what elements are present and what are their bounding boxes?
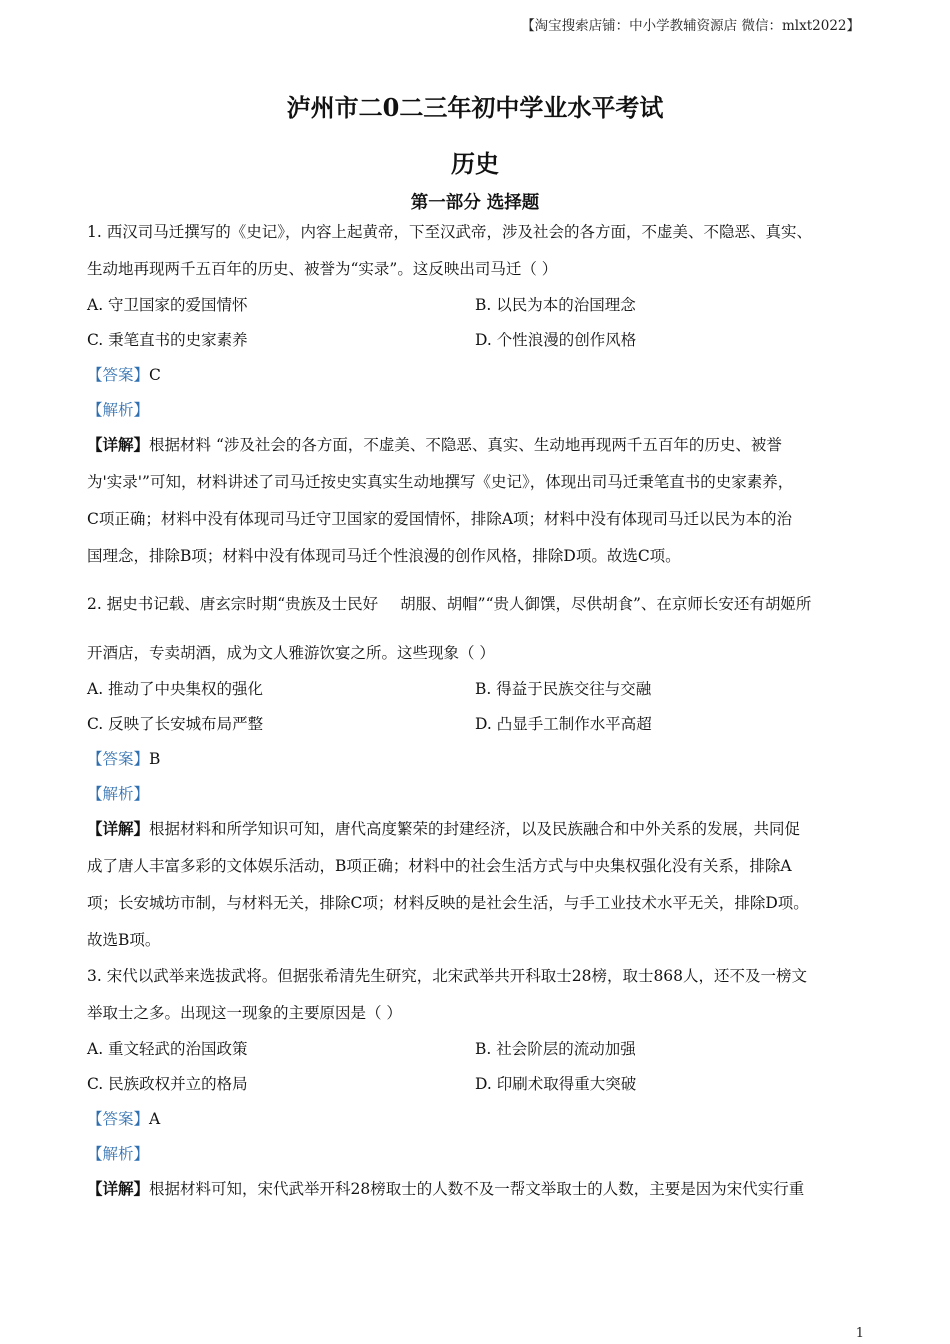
detail-label: 【详解】 [87, 1179, 150, 1198]
part-title: 第一部分 选择题 [410, 193, 540, 213]
q2-option-d: D. 凸显手工制作水平高超 [475, 715, 652, 733]
q2-answer: B [149, 750, 161, 768]
answer-label: 【答案】 [87, 1110, 150, 1128]
detail-label: 【详解】 [87, 435, 150, 454]
q3-analysis-label: 【解析】 [87, 1145, 150, 1163]
q3-stem-line-2: 举取士之多。出现这一现象的主要原因是（ ） [87, 1004, 402, 1022]
q1-answer: C [149, 366, 161, 384]
q1-detail-line-3: C项正确；材料中没有体现司马迁守卫国家的爱国情怀，排除A项；材料中没有体现司马迁以民为本的治 [87, 510, 793, 528]
q1-detail-line-2: 为'实录'”可知，材料讲述了司马迁按史实真实生动地撰写《史记》，体现出司马迁秉笔直书的史家素养， [87, 473, 794, 491]
shop-header: 【淘宝搜索店铺：中小学教辅资源店 微信：mlxt2022】 [521, 18, 860, 34]
q2-option-c: C. 反映了长安城布局严整 [87, 715, 264, 733]
page-number: 1 [855, 1326, 864, 1341]
q1-option-c: C. 秉笔直书的史家素养 [87, 331, 248, 349]
q1-detail-line-1: 【详解】根据材料 “涉及社会的各方面，不虚美、不隐恶、真实、生动地再现两千五百年的历史、被誉 [87, 435, 782, 454]
q2-detail-line-1: 【详解】根据材料和所学知识可知，唐代高度繁荣的封建经济，以及民族融合和中外关系的发展，共同促 [87, 819, 801, 838]
exam-title: 泸州市二0二三年初中学业水平考试 [286, 93, 664, 122]
q2-detail-line-2: 成了唐人丰富多彩的文体娱乐活动，B项正确；材料中的社会生活方式与中央集权强化没有关系，排除A [87, 857, 792, 875]
detail-label: 【详解】 [87, 819, 150, 838]
q3-option-c: C. 民族政权并立的格局 [87, 1075, 248, 1093]
q2-stem-line-1: 2. 据史书记载、唐玄宗时期“贵族及士民好 胡服、胡帽”“贵人御馔，尽供胡食”、在京师长安还有胡姬所 [87, 595, 812, 613]
answer-label: 【答案】 [87, 366, 150, 384]
q2-detail-line-4: 故选B项。 [87, 931, 161, 949]
q1-detail-line-4: 国理念，排除B项；材料中没有体现司马迁个性浪漫的创作风格，排除D项。故选C项。 [87, 547, 681, 565]
q2-option-a: A. 推动了中央集权的强化 [87, 680, 264, 698]
q3-stem-line-1: 3. 宋代以武举来选拔武将。但据张希清先生研究，北宋武举共开科取士28榜，取士868人，还不及一榜文 [87, 967, 808, 985]
q1-option-a: A. 守卫国家的爱国情怀 [87, 296, 248, 314]
q1-analysis-label: 【解析】 [87, 401, 150, 419]
q1-stem-line-1: 1. 西汉司马迁撰写的《史记》，内容上起黄帝，下至汉武帝，涉及社会的各方面，不虚美、不隐恶、真实、 [87, 223, 812, 241]
q3-option-a: A. 重文轻武的治国政策 [87, 1040, 248, 1058]
q3-detail-line-1: 【详解】根据材料可知，宋代武举开科28榜取士的人数不及一帮文举取士的人数，主要是因为宋代实行重 [87, 1179, 805, 1198]
q2-stem-line-2: 开酒店，专卖胡酒，成为文人雅游饮宴之所。这些现象（ ） [87, 644, 495, 662]
q2-analysis-label: 【解析】 [87, 785, 150, 803]
q1-option-d: D. 个性浪漫的创作风格 [475, 331, 637, 349]
q1-option-b: B. 以民为本的治国理念 [475, 296, 636, 314]
q1-stem-line-2: 生动地再现两千五百年的历史、被誉为“实录”。这反映出司马迁（ ） [87, 260, 558, 278]
q2-option-b: B. 得益于民族交往与交融 [475, 680, 652, 698]
q2-answer-line [87, 747, 160, 769]
q3-option-d: D. 印刷术取得重大突破 [475, 1075, 637, 1093]
subject-title: 历史 [451, 149, 499, 178]
q3-answer-line [87, 1107, 160, 1129]
q2-detail-line-3: 项；长安城坊市制，与材料无关，排除C项；材料反映的是社会生活，与手工业技术水平无关，排除D项。 [87, 894, 809, 912]
q1-answer-line [87, 363, 161, 385]
q3-answer: A [149, 1110, 161, 1128]
q3-option-b: B. 社会阶层的流动加强 [475, 1040, 636, 1058]
answer-label: 【答案】 [87, 750, 150, 768]
